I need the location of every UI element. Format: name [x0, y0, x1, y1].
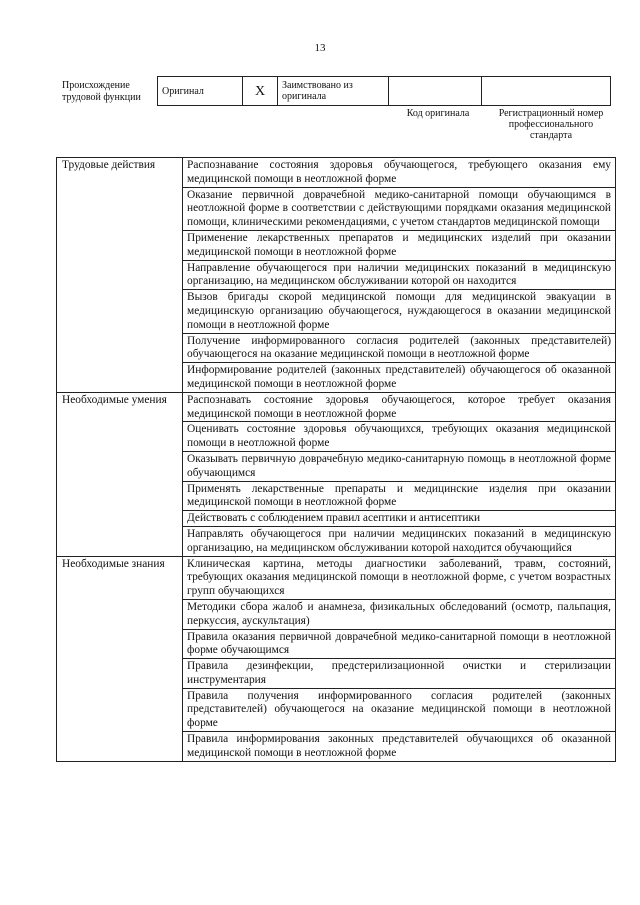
origin-table: [157, 76, 611, 106]
table-row: [57, 392, 616, 422]
code-original-label: Код оригинала: [406, 108, 470, 119]
origin-code-cell: [389, 77, 482, 106]
list-item: Правила получения информированного согласия родителей (законных представителей) обучающегося на оказание медицинской помощи в неотложной форме: [183, 688, 616, 731]
function-table: [56, 157, 616, 762]
list-item: Оказание первичной доврачебной медико-санитарной помощи обучающимся в неотложной форме в соответствии с действующими порядками оказания медицинской помощи, клиническими рекомендациями, с учетом стандартов медицинской помощи: [183, 187, 616, 230]
list-item: Оказывать первичную доврачебную медико-санитарную помощь в неотложной форме обучающимся: [183, 451, 616, 481]
list-item: Получение информированного согласия родителей (законных представителей) обучающегося на оказание медицинской помощи в неотложной форме: [183, 333, 616, 363]
registration-number-label: Регистрационный номер профессионального стандарта: [498, 108, 604, 141]
page-number: 13: [314, 42, 326, 54]
section-title: Необходимые знания: [57, 556, 183, 761]
list-item: Оценивать состояние здоровья обучающихся, требующих оказания медицинской помощи в неотложной форме: [183, 422, 616, 452]
table-row: [57, 158, 616, 188]
list-item: Информирование родителей (законных представителей) обучающегося об оказанной медицинской помощи в неотложной форме: [183, 363, 616, 393]
list-item: Правила дезинфекции, предстерилизационной очистки и стерилизации инструментария: [183, 659, 616, 689]
list-item: Правила информирования законных представителей обучающихся об оказанной медицинской помощи в неотложной форме: [183, 732, 616, 762]
list-item: Методики сбора жалоб и анамнеза, физикальных обследований (осмотр, пальпация, перкуссия, аускультация): [183, 599, 616, 629]
list-item: Клиническая картина, методы диагностики заболеваний, травм, состояний, требующих оказания медицинской помощи в неотложной форме, с учетом возрастных групп обучающихся: [183, 556, 616, 599]
origin-original-cell: Оригинал: [158, 77, 243, 106]
section-title: Трудовые действия: [57, 158, 183, 393]
list-item: Распознавание состояния здоровья обучающегося, требующего оказания ему медицинской помощи в неотложной форме: [183, 158, 616, 188]
origin-label: Происхождение трудовой функции: [62, 80, 141, 103]
origin-mark-cell: X: [243, 77, 278, 106]
list-item: Применять лекарственные препараты и медицинские изделия при оказании медицинской помощи в неотложной форме: [183, 481, 616, 511]
origin-borrowed-cell: Заимствовано из оригинала: [278, 77, 389, 106]
list-item: Направление обучающегося при наличии медицинских показаний в медицинскую организацию, на медицинском обслуживании которой он находится: [183, 260, 616, 290]
list-item: Применение лекарственных препаратов и медицинских изделий при оказании медицинской помощи в неотложной форме: [183, 230, 616, 260]
list-item: Действовать с соблюдением правил асептики и антисептики: [183, 511, 616, 527]
list-item: Распознавать состояние здоровья обучающегося, которое требует оказания медицинской помощи в неотложной форме: [183, 392, 616, 422]
list-item: Направлять обучающегося при наличии медицинских показаний в медицинскую организацию, на медицинском обслуживании которой находится обучающийся: [183, 526, 616, 556]
table-row: [57, 556, 616, 599]
list-item: Правила оказания первичной доврачебной медико-санитарной помощи в неотложной форме обучающимся: [183, 629, 616, 659]
origin-regnum-cell: [482, 77, 611, 106]
list-item: Вызов бригады скорой медицинской помощи для медицинской эвакуации в медицинскую организацию обучающегося, нуждающегося в оказании медицинской помощи в неотложной форме: [183, 290, 616, 333]
section-title: Необходимые умения: [57, 392, 183, 556]
